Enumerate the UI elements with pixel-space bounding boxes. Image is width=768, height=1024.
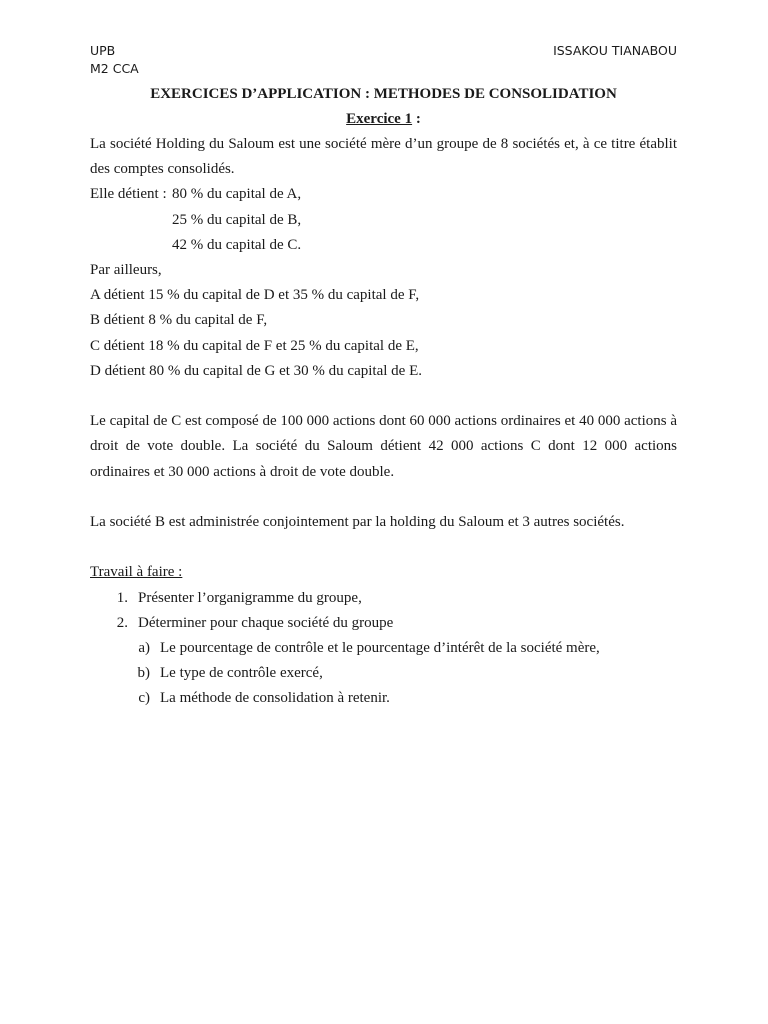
- task-text: Déterminer pour chaque société du groupe: [138, 614, 394, 631]
- exercise-colon: :: [412, 111, 421, 127]
- exercise-label: Exercice 1: [346, 111, 413, 127]
- holding-item: 80 % du capital de A,: [172, 186, 302, 203]
- paragraph-spacer: [90, 535, 677, 560]
- task-item: [90, 586, 677, 611]
- par-ailleurs-line: Par ailleurs,: [90, 262, 162, 279]
- subtask-text: Le pourcentage de contrôle et le pourcentage d’intérêt de la société mère,: [160, 640, 600, 657]
- holding-item: 42 % du capital de C.: [172, 236, 302, 253]
- paragraph-spacer: [90, 485, 677, 510]
- document-body: [90, 82, 677, 712]
- holding-item: 25 % du capital de B,: [172, 211, 302, 228]
- header-institution: UPB: [90, 43, 116, 58]
- paragraph-spacer: [90, 384, 677, 409]
- task-item: [90, 611, 677, 636]
- subtask-letter: c): [138, 690, 150, 707]
- holding-row: [90, 182, 677, 207]
- participation-line: D détient 80 % du capital de G et 30 % du capital de E.: [90, 362, 422, 379]
- subtask-text: Le type de contrôle exercé,: [160, 665, 323, 682]
- subtask-item: [90, 636, 677, 661]
- header-left: [90, 42, 139, 78]
- task-number: 2.: [116, 614, 128, 631]
- exercise-heading: [90, 107, 677, 132]
- subtask-letter: b): [137, 665, 150, 682]
- document-title: EXERCICES D’APPLICATION : METHODES DE CONSOLIDATION: [150, 86, 617, 102]
- holding-row: [90, 233, 677, 258]
- travail-heading-text: Travail à faire :: [90, 564, 183, 581]
- task-number: 1.: [116, 589, 128, 606]
- header-author: ISSAKOU TIANABOU: [553, 43, 677, 58]
- capital-c-paragraph: Le capital de C est composé de 100 000 actions dont 60 000 actions ordinaires et 40 000 actions à droit de vote double. La société du Saloum détient 42 000 actions C dont 12 000 actions ordinaires et 30 000 actions à droit de vote double.: [90, 413, 677, 480]
- subtask-item: [90, 661, 677, 686]
- societe-b-paragraph: La société B est administrée conjointement par la holding du Saloum et 3 autres sociétés.: [90, 514, 625, 531]
- participation-line: B détient 8 % du capital de F,: [90, 312, 268, 329]
- participation-line: C détient 18 % du capital de F et 25 % du capital de E,: [90, 337, 419, 354]
- intro-paragraph: La société Holding du Saloum est une société mère d’un groupe de 8 sociétés et, à ce titre établit des comptes consolidés.: [90, 136, 677, 178]
- header-program: M2 CCA: [90, 61, 139, 76]
- subtask-item: [90, 686, 677, 711]
- subtask-letter: a): [138, 640, 150, 657]
- participation-line: A détient 15 % du capital de D et 35 % du capital de F,: [90, 287, 420, 304]
- subtask-text: La méthode de consolidation à retenir.: [160, 690, 390, 707]
- task-text: Présenter l’organigramme du groupe,: [138, 589, 362, 606]
- task-list: [90, 586, 677, 712]
- holding-label: Elle détient :: [90, 186, 167, 203]
- holding-row: [90, 208, 677, 233]
- travail-heading: [90, 560, 677, 585]
